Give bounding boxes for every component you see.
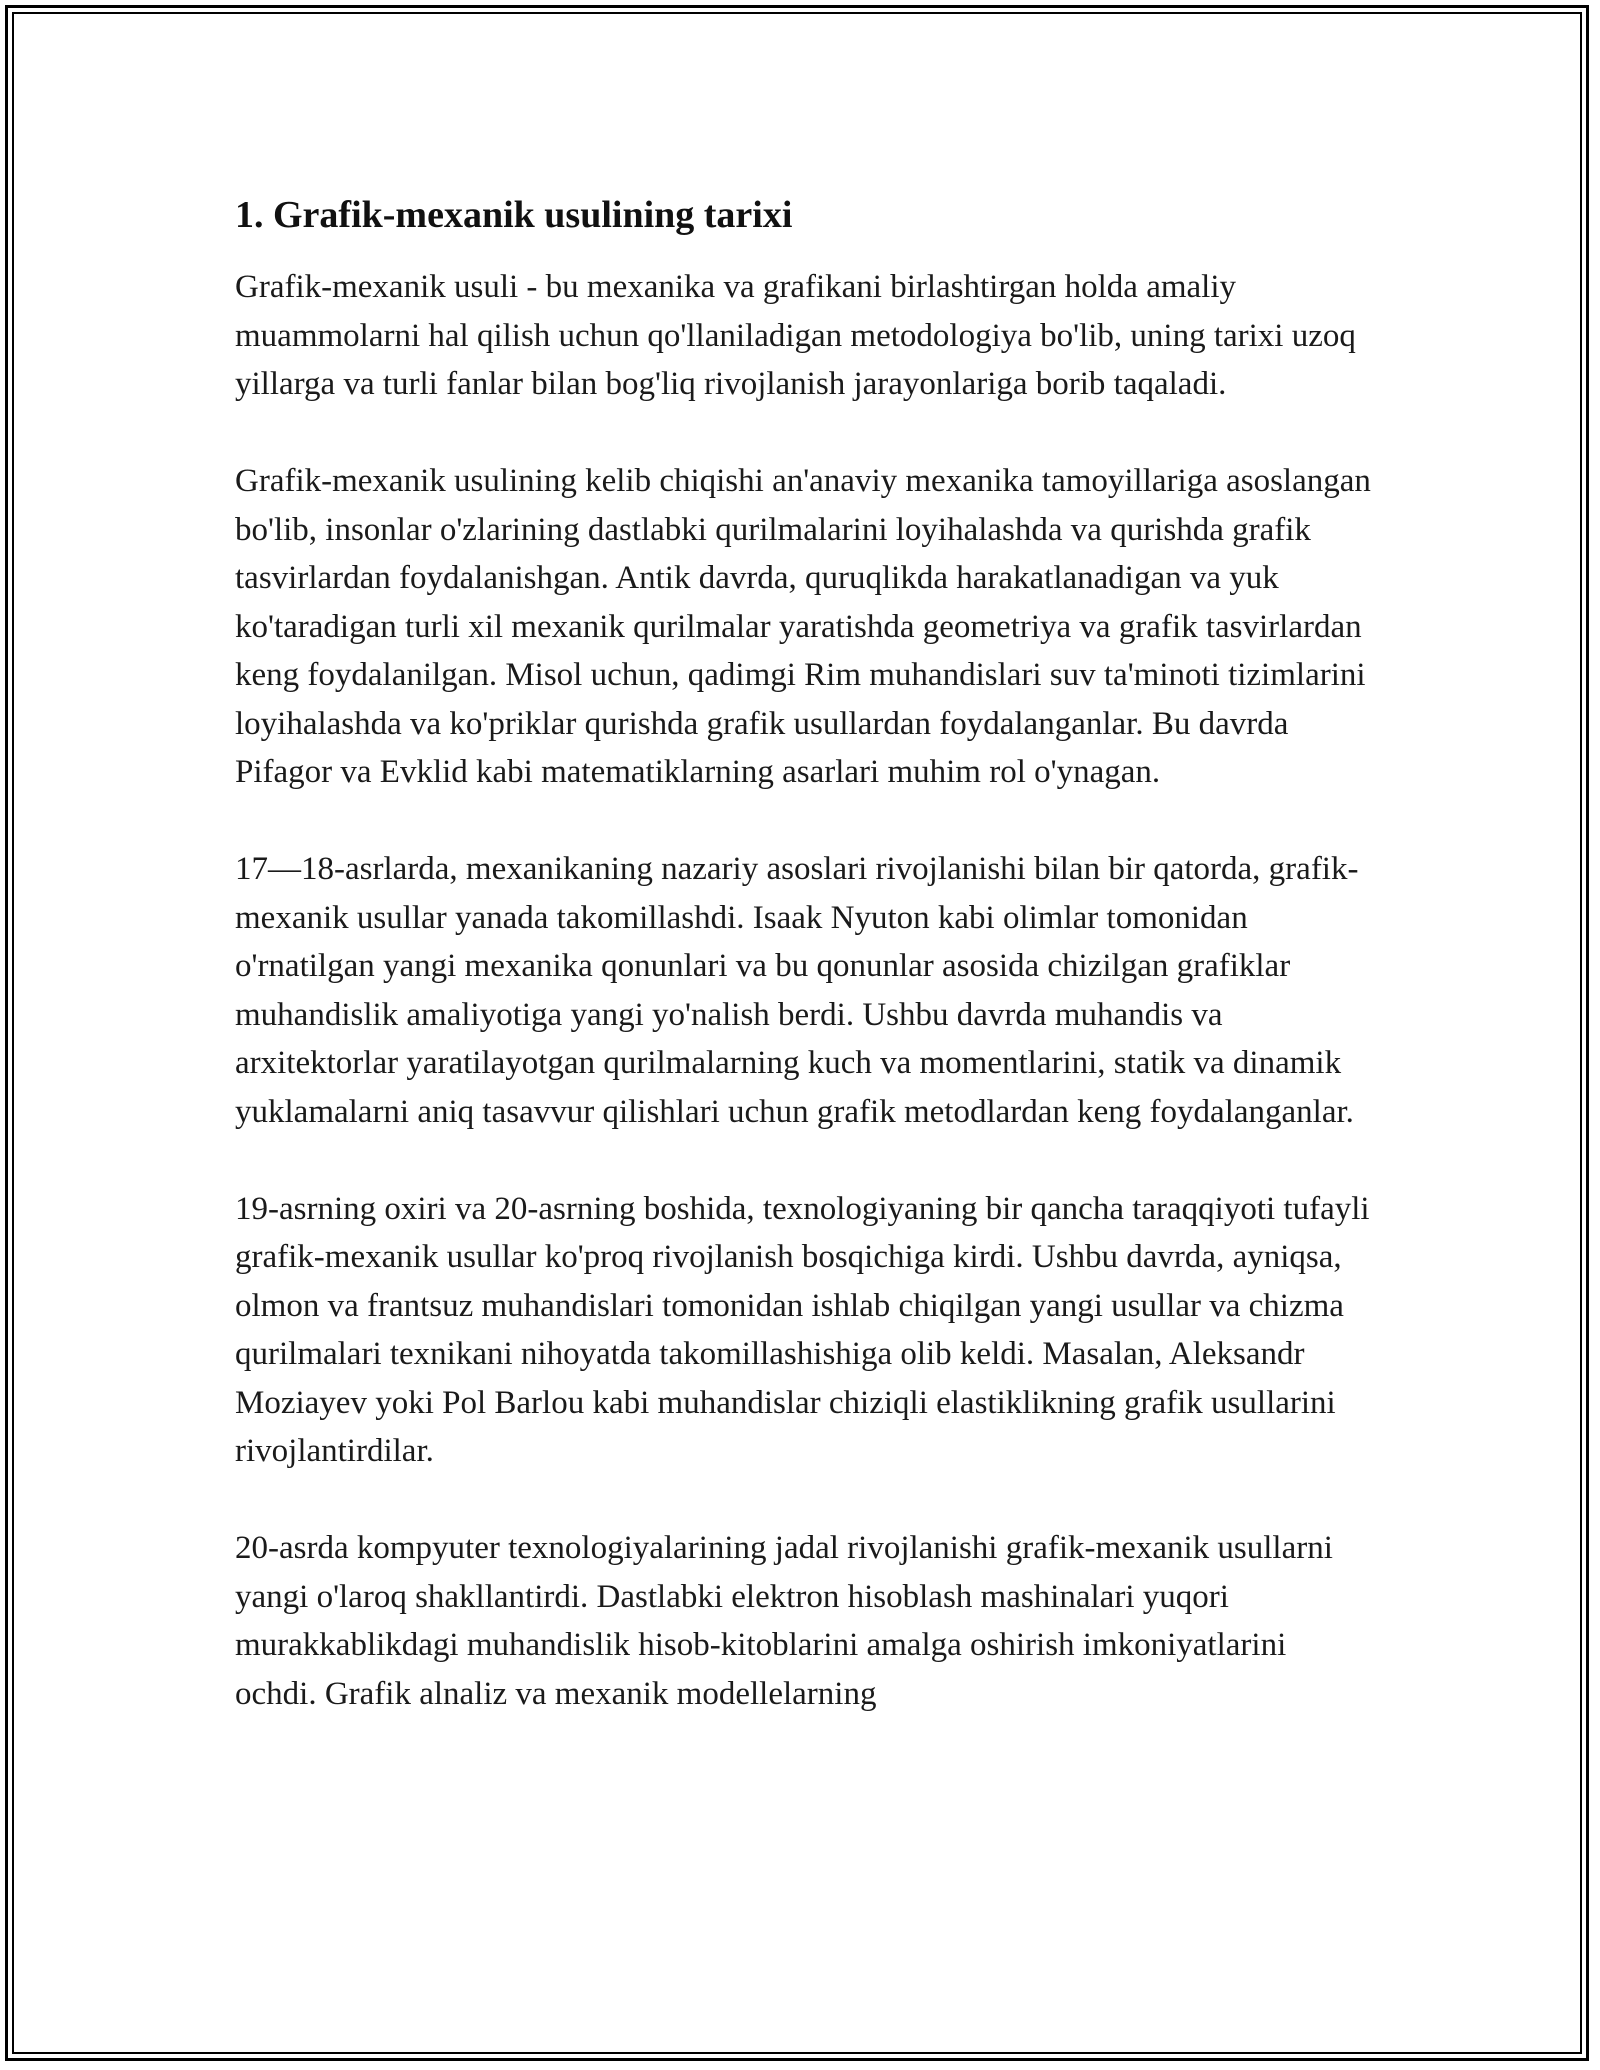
paragraph-2: Grafik-mexanik usulining kelib chiqishi an'anaviy mexanika tamoyillariga asoslangan bo'lib, insonlar o'zlarining dastlabki qurilmalarini loyihalashda va qurishda grafik tasvirlardan foydalanishgan. Antik davrda, quruqlikda harakatlanadigan va yuk ko'taradigan turli xil mexanik qurilmalar yaratishda geometriya va grafik tasvirlardan keng foydalanilgan. Misol uchun, qadimgi Rim muhandislari suv ta'minoti tizimlarini loyihalashda va ko'priklar qurishda grafik usullardan foydalanganlar. Bu davrda Pifagor va Evklid kabi matematiklarning asarlari muhim rol o'ynagan.	[235, 463, 1371, 790]
section-heading: 1. Grafik-mexanik usulining tarixi	[235, 194, 793, 236]
document-body	[235, 185, 1375, 1767]
paragraph-4: 19-asrning oxiri va 20-asrning boshida, texnologiyaning bir qancha taraqqiyoti tufayli grafik-mexanik usullar ko'proq rivojlanish bosqichiga kirdi. Ushbu davrda, ayniqsa, olmon va frantsuz muhandislari tomonidan ishlab chiqilgan yangi usullar va chizma qurilmalari texnikani nihoyatda takomillashishiga olib keldi. Masalan, Aleksandr Moziayev yoki Pol Barlou kabi muhandislar chiziqli elastiklikning grafik usullarini rivojlantirdilar.	[235, 1190, 1370, 1469]
paragraph-1: Grafik-mexanik usuli - bu mexanika va grafikani birlashtirgan holda amaliy muammolarni hal qilish uchun qo'llaniladigan metodologiya bo'lib, uning tarixi uzoq yillarga va turli fanlar bilan bog'liq rivojlanish jarayonlariga borib taqaladi.	[235, 269, 1356, 402]
paragraph-3: 17—18-asrlarda, mexanikaning nazariy asoslari rivojlanishi bilan bir qatorda, grafik-mexanik usullar yanada takomillashdi. Isaak Nyuton kabi olimlar tomonidan o'rnatilgan yangi mexanika qonunlari va bu qonunlar asosida chizilgan grafiklar muhandislik amaliyotiga yangi yo'nalish berdi. Ushbu davrda muhandis va arxitektorlar yaratilayotgan qurilmalarning kuch va momentlarini, statik va dinamik yuklamalarni aniq tasavvur qilishlari uchun grafik metodlardan keng foydalanganlar.	[235, 851, 1359, 1130]
paragraph-5: 20-asrda kompyuter texnologiyalarining jadal rivojlanishi grafik-mexanik usullarni yangi o'laroq shakllantirdi. Dastlabki elektron hisoblash mashinalari yuqori murakkablikdagi muhandislik hisob-kitoblarini amalga oshirish imkoniyatlarini ochdi. Grafik alnaliz va mexanik modellelarning	[235, 1530, 1333, 1712]
